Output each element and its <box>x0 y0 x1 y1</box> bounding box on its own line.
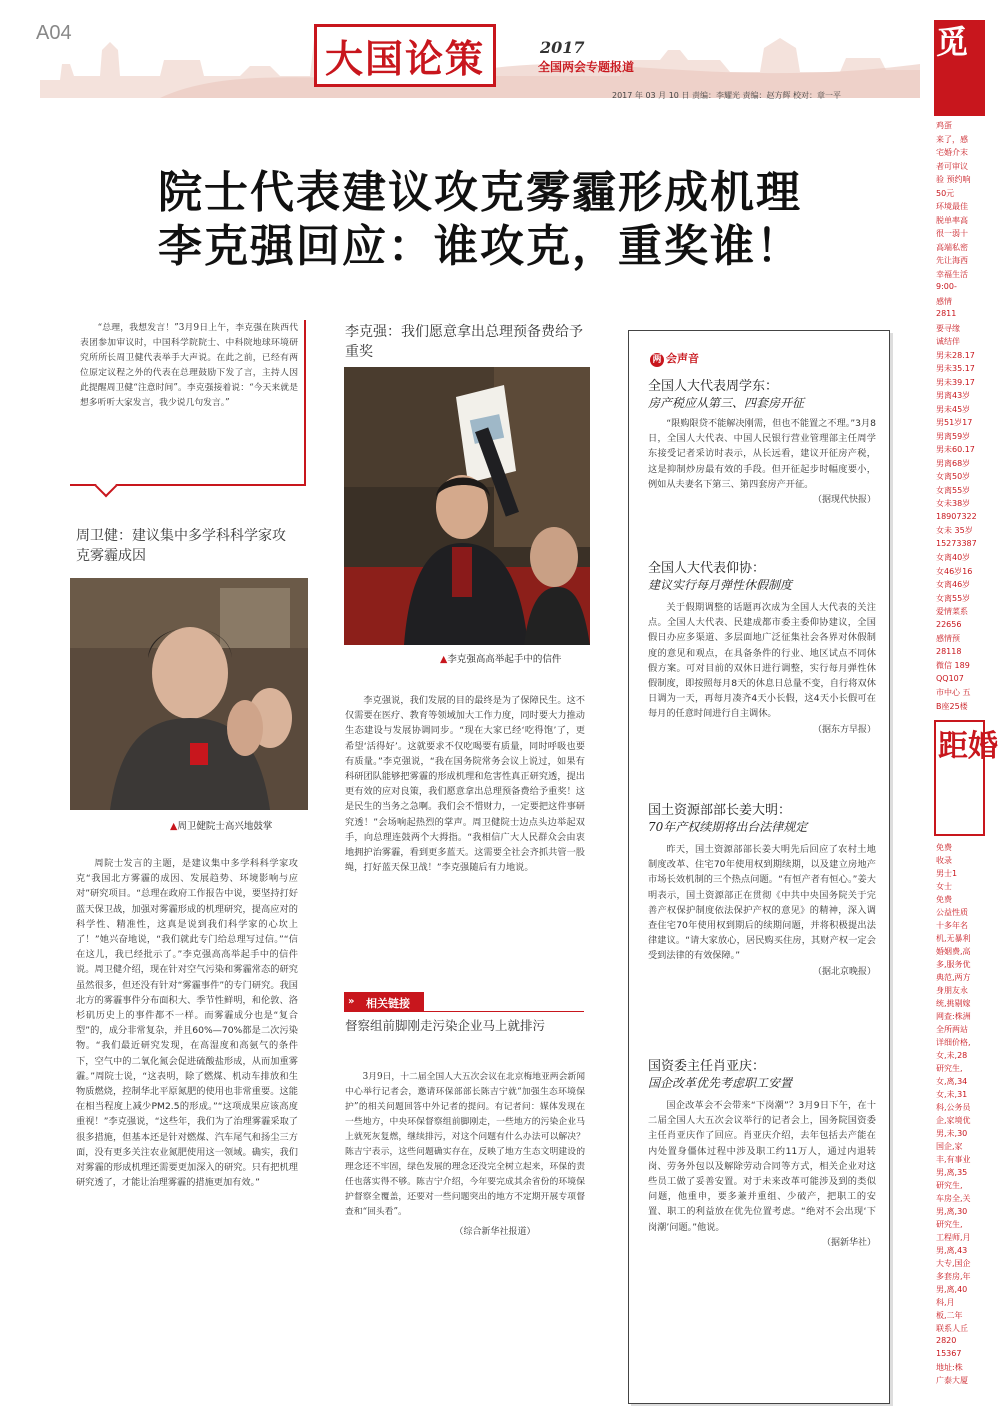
ad-line: 企,家境优 <box>936 1116 971 1125</box>
ad-line: 微信 189 <box>936 661 970 670</box>
ad-line: 男离68岁 <box>936 458 971 468</box>
col2-body: 李克强说，我们发展的目的最终是为了保障民生。这不仅需要在医疗、教育等领域加大工作力度，同时要大力推动生态建设与发展协调同步。“现在大家已经‘吃得饱’了，更希望‘活得好’。这就要求不仅吃喝要有质量，同时呼吸也要有质量。”李克强说，“我在国务院常务会议上说过，如果有科研团队能够把雾霾的形成机理和危害性真正研究透，提出更有效的应对良策，我们愿意拿出总理预备费给予重奖！这是民生的当务之急啊。我们会不惜财力，一定要把这件事研究透！”会场响起热烈的掌声。周卫健院士边点头边举起双手，向总理连鼓两个大拇指。“我相信广大人民群众会由衷地拥护治雾霾，看到更多蓝天。这需要全社会齐抓共管一股绳，打好蓝天保卫战！”李克强随后有力地说。 <box>345 695 585 874</box>
ad-line: 男离43岁 <box>936 391 971 400</box>
ad-line: 板,二年 <box>936 1311 963 1320</box>
photo1-caption <box>170 818 272 832</box>
ad-line: 女离50岁 <box>936 472 971 481</box>
ad-line: 来了，感 <box>936 134 968 144</box>
voices-badge-text: 会声音 <box>666 352 699 365</box>
ad-line: 脱单率高 <box>936 215 968 225</box>
ad-line: 先让海西 <box>936 256 968 265</box>
voice-item-body: “限购限贷不能解决刚需，但也不能置之不理。”3月8日，全国人大代表、中国人民银行营业管理部主任周学东接受记者采访时表示，从长远看，建议开征房产税，这是抑制炒房最有效的手段。但开征起步时幅度要小，例如从夫妻名下第三、第四套房产开征。 <box>648 418 876 490</box>
ad-line: 验 预约响 <box>936 175 971 184</box>
double-chevron-icon: » <box>348 996 355 1007</box>
ad-line: 广泰大厦 <box>936 1376 968 1385</box>
ad-line: 女离55岁 <box>936 485 971 495</box>
ad-line: 女未38岁 <box>936 499 971 508</box>
masthead-brand: 大国论策 <box>314 24 496 87</box>
ad-line: 多套房,年 <box>936 1272 971 1281</box>
ad-line: 感情预 <box>936 634 960 643</box>
ad-line: 机,无暴利 <box>936 934 971 943</box>
voice-item-title: 房产税应从第三、四套房开征 <box>648 396 805 410</box>
voice-item-2-head <box>648 560 876 594</box>
ad-line: 诚结伴 <box>936 337 960 346</box>
voice-item-title: 70年产权续期将出台法律规定 <box>648 820 808 834</box>
ad-line: 女46岁16 <box>936 566 973 576</box>
ad-line: 男未60.17 <box>936 445 975 454</box>
dateline: 2017 年 03 月 10 日 责编：李耀光 责编：赵方辉 校对：章一平 <box>612 91 842 100</box>
ad-line: 免费 <box>936 843 952 852</box>
ad-line: 鸡蛋 <box>936 121 952 130</box>
ad-line: 9:00- <box>936 282 957 291</box>
ad-line: 研究生, <box>936 1181 963 1190</box>
ad-line: 详细价格, <box>936 1038 971 1047</box>
voice-item-3 <box>648 842 876 977</box>
photo1-caption-text: 周卫健院士高兴地鼓掌 <box>177 821 273 832</box>
ad-line: 女,未,28 <box>936 1051 968 1060</box>
page-number: A04 <box>36 22 72 44</box>
ad-line: 车房全,关 <box>936 1194 971 1203</box>
ad-line: 15367 <box>936 1349 962 1358</box>
related-divider <box>424 1011 584 1012</box>
voice-item-3-head <box>648 802 876 836</box>
photo-zhou-weijian <box>70 578 308 810</box>
ad-line: 高端私密 <box>936 242 968 252</box>
voice-item-source: （据新华社） <box>821 1237 876 1248</box>
voice-item-1 <box>648 416 876 505</box>
voice-item-source: （据现代快报） <box>812 495 876 506</box>
ad-line: 联系人丘 <box>936 1324 968 1333</box>
ad-line: 收录 <box>936 856 952 865</box>
ad-line: 环境最佳 <box>936 202 968 211</box>
ad-line: QQ107 <box>936 673 964 683</box>
ad-line: 地址:株 <box>936 1363 963 1372</box>
voice-item-title: 建议实行每月弹性休假制度 <box>648 578 793 592</box>
ad-line: 15273387 <box>936 538 977 548</box>
voices-badge <box>650 350 699 367</box>
related-article <box>345 1070 585 1237</box>
voice-item-title: 国企改革优先考虑职工安置 <box>648 1076 793 1090</box>
col1-subhead: 周卫健：建议集中多学科科学家攻克雾霾成因 <box>76 528 286 564</box>
ad-line: 研究生, <box>936 1220 963 1229</box>
ad-line: 女未 35岁 <box>936 526 973 535</box>
ad-line: 男未39.17 <box>936 377 975 387</box>
voice-item-name: 国土资源部部长姜大明： <box>648 803 792 818</box>
related-headline: 督察组前脚刚走污染企业马上就排污 <box>345 1018 546 1033</box>
classified-ad-strip <box>934 20 998 1406</box>
ad-line: 幸福生活 <box>936 269 968 279</box>
ad-line: 工程师,月 <box>936 1233 971 1242</box>
ad-line: 男,离,30 <box>936 1207 968 1216</box>
ad-line: 婚姻费,高 <box>936 947 971 956</box>
ad-line: 男,未,30 <box>936 1129 968 1138</box>
ad-line: 宅婚介末 <box>936 148 968 157</box>
voice-item-name: 全国人大代表周学东： <box>648 379 779 394</box>
ad-line: 科,公务员 <box>936 1103 971 1112</box>
ad-line: 女士 <box>936 882 952 891</box>
voice-item-4-head <box>648 1058 876 1092</box>
ad-line: 市中心 五 <box>936 688 971 697</box>
ad-banner-top: 觅 <box>934 20 985 116</box>
voice-item-4 <box>648 1098 876 1248</box>
ad-line: 全所两站 <box>936 1025 968 1034</box>
ad-line: 50元 <box>936 188 955 198</box>
ad-line: 女离40岁 <box>936 553 971 562</box>
voice-item-name: 全国人大代表仰协： <box>648 561 766 576</box>
voice-item-1-head <box>648 378 876 412</box>
voice-item-body: 昨天，国土资源部部长姜大明先后回应了农村土地制度改革、住宅70年使用权到期续期，以及建立房地产市场长效机制的三个热点问题。“有恒产者有恒心。”姜大明表示，国土资源部正在贯彻《中共中央国务院关于完善产权保护制度依法保护产权的意见》的精神，深入调查住宅70年使用权到期后的续期问题，并将积极提出法律建议。“请大家放心，居民购买住房，其财产权一定会受到法律的有效保障。” <box>648 844 876 962</box>
ad-line: 男士1 <box>936 869 958 878</box>
ad-line: 要寻缘 <box>936 323 960 333</box>
ad-line: 感情 <box>936 296 952 306</box>
related-source: （综合新华社报道） <box>454 1227 536 1237</box>
ad-line: 2820 <box>936 1336 957 1345</box>
badge-circle-icon: 两 <box>650 353 664 367</box>
ad-line: 男,离,43 <box>936 1246 968 1255</box>
ad-line: 研究生, <box>936 1064 963 1073</box>
photo2-caption-text: 李克强高高举起手中的信件 <box>447 654 562 665</box>
ad-line: 男未45岁 <box>936 404 971 414</box>
ad-line: 女离55岁 <box>936 593 971 603</box>
ad-line: 身朋友永 <box>936 986 968 995</box>
ad-line: 女离46岁 <box>936 580 971 589</box>
ad-line: 公益性质 <box>936 908 968 917</box>
ad-line: 十多年名 <box>936 921 968 930</box>
ad-line: 很一弱十 <box>936 229 968 238</box>
ad-line: 男,离,35 <box>936 1168 968 1177</box>
ad-line: 多,服务优 <box>936 960 971 969</box>
ad-line: 女,未,31 <box>936 1090 968 1099</box>
ad-line: 科,月 <box>936 1298 955 1307</box>
voice-item-body: 关于假期调整的话题再次成为全国人大代表的关注点。全国人大代表、民建成都市委主委仰协建议，全国假日办应多渠道、多层面地广泛征集社会各界对休假制度的意见和观点，在具备条件的行业、地区试点不同休假方案。可对目前的双休日进行调整，实行每月弹性休假制度，即按照每月8天的休息日总量不变，自行将双休日调为一天，再每月凑齐4天小长假，这4天小长假可在每月的任意时间进行自主调休。 <box>648 602 876 720</box>
ad-line: 女,离,34 <box>936 1077 968 1086</box>
voice-item-body: 国企改革会不会带来“下岗潮”？3月9日下午，在十二届全国人大五次会议举行的记者会上，国务院国资委主任肖亚庆作了回应。肖亚庆介绍，去年包括去产能在内处置身僵体过程中涉及职工约11万人，通过内退转岗、劳务外包以及解除劳动合同等方式，相关企业对这些员工做了妥善安置。对于未来改革可能涉及到的类似问题，他重申，要多兼并重组、少破产，把职工的安置、职工的利益放在优先位置考虑。“绝对不会出现‘下岗潮’问题。”他说。 <box>648 1100 876 1233</box>
voice-item-name: 国资委主任肖亚庆： <box>648 1059 766 1074</box>
ad-line: 18907322 <box>936 511 977 521</box>
ad-line: 大专,国企 <box>936 1259 971 1268</box>
ad-line: 网查:株洲 <box>936 1012 971 1021</box>
masthead-year: 2017 <box>540 38 585 57</box>
ad-line: 28118 <box>936 646 962 656</box>
masthead-subtitle: 全国两会专题报道 <box>538 60 635 74</box>
related-body: 3月9日，十二届全国人大五次会议在北京梅地亚两会新闻中心举行记者会，邀请环保部部长陈吉宁就“加强生态环境保护”的相关问题回答中外记者的提问。有记者问：媒体发现在一些地方，中央环保督察组前脚刚走，一些地方的污染企业马上就死灰复燃，继续排污，对这个问题有什么办法可以解决？陈吉宁表示，这些问题确实存在，反映了地方生态文明建设的理念还不牢固，绿色发展的理念还没完全树立起来，环保的责任也落实得不够。陈吉宁介绍，今年要完成其余省份的环境保护督察全覆盖，还要对一些问题突出的地方不定期开展专项督查和“回头看”。 <box>345 1072 585 1217</box>
related-label: 相关链接 <box>344 992 424 1012</box>
caption-triangle-icon: ▲ <box>170 821 178 832</box>
voice-item-2 <box>648 600 876 735</box>
ad-line: 男离59岁 <box>936 431 971 441</box>
caption-triangle-icon: ▲ <box>440 654 448 665</box>
ad-line: 典范,两方 <box>936 973 971 982</box>
ad-line: 丰,有事业 <box>936 1155 971 1164</box>
ad-line: B座25楼 <box>936 701 968 711</box>
ad-line: 2811 <box>936 309 957 318</box>
ad-line: 国企,家 <box>936 1142 963 1151</box>
lead-paragraph: “总理，我想发言！”3月9日上午，李克强在陕西代表团参加审议时，中国科学院院士、中科院地球环境研究所所长周卫健代表举手大声说。在此之前，已经有两位原定议程之外的代表在总理鼓励下发了言，主持人因此提醒周卫健“注意时间”。李克强接着说：“今天来就是想多听听大家发言，我少说几句发言。” <box>80 323 298 408</box>
headline-line-1: 院士代表建议攻克雾霾形成机理 <box>158 167 802 218</box>
photo-li-keqiang <box>344 367 590 645</box>
ad-line: 男,离,40 <box>936 1285 968 1294</box>
headline-line-2: 李克强回应：谁攻克，重奖谁！ <box>158 221 802 272</box>
ad-line: 统,挑剔嫁 <box>936 999 971 1008</box>
voice-item-source: （据北京晚报） <box>812 966 876 977</box>
voice-item-source: （据东方早报） <box>812 724 876 735</box>
ad-banner-mid: 距婚 <box>934 720 985 836</box>
ad-line: 爱情菜系 <box>936 607 968 616</box>
photo2-caption <box>440 651 561 665</box>
ad-line: 者可审议 <box>936 161 968 171</box>
col2-subhead: 李克强：我们愿意拿出总理预备费给予重奖 <box>345 324 583 360</box>
ad-line: 男未28.17 <box>936 350 975 360</box>
ad-line: 22656 <box>936 619 962 629</box>
col1-body: 周院士发言的主题，是建议集中多学科科学家攻克“我国北方雾霾的成因、发展趋势、环境影响与应对”研究项目。“总理在政府工作报告中说，要坚持打好蓝天保卫战，加强对雾霾形成的机理研究，提高应对的科学性、精准性，这真是说到我们科学家的心坎上了！”她兴奋地说，“我们就此专门给总理写过信。”“信在这儿，我已经批示了。”李克强高高举起手中的信件说。周卫健介绍，现在针对空气污染和雾霾常态的研究虽然很多，但还没有针对“雾霾事件”的专门研究。我国北方的雾霾事件分布面积大、季节性鲜明，和伦敦、洛杉矶历史上的事件都不一样。而雾霾成分也是“复合型”的，成分非常复杂，并且60%—70%都是二次污染物。“我们最近研究发现，在高湿度和高氨气的条件下，空气中的二氧化氮会促进硫酸盐形成，从而加重雾霾。”周院士说，“这表明，除了燃煤、机动车排放和生物质燃烧，控制华北平原氮肥的使用也非常重要。这能在相当程度上减少PM2.5的形成。”“这项成果应该高度重视！”李克强说，“这些年，我们为了治理雾霾采取了很多措施，但基本还是针对燃煤、汽车尾气和扬尘三方面，没有更多关注农业氮肥使用这一领域。确实，我们对雾霾的形成机理还需要更加深入的研究。只有把机理研究透了，才能让治理雾霾的措施更加有效。” <box>76 858 298 1189</box>
ad-line: 男未35.17 <box>936 364 975 373</box>
ad-line: 免费 <box>936 895 952 904</box>
ad-line: 男51岁17 <box>936 418 973 427</box>
